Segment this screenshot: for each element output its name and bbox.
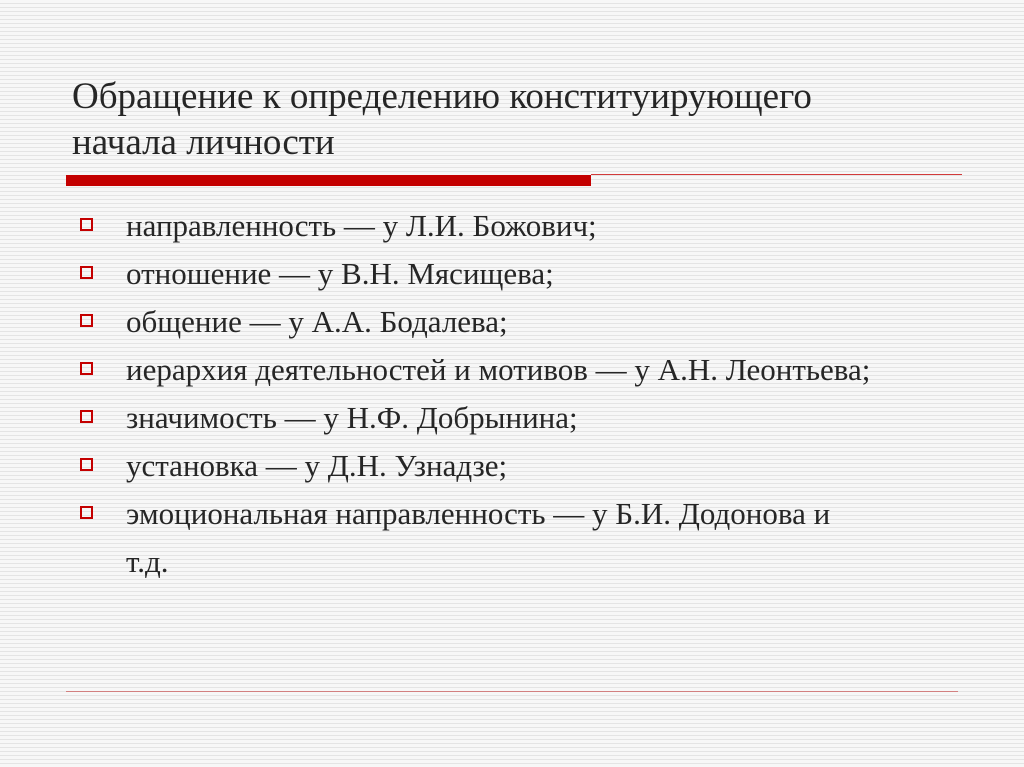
square-bullet-icon	[80, 314, 93, 327]
square-bullet-icon	[80, 506, 93, 519]
bullet-item	[76, 346, 976, 394]
bullet-text: направленность — у Л.И. Божович;	[126, 208, 597, 243]
bullet-text: значимость — у Н.Ф. Добрынина;	[126, 400, 578, 435]
bullet-text: установка — у Д.Н. Узнадзе;	[126, 448, 508, 483]
footer-divider	[66, 691, 958, 692]
title-line: Обращение к определению конституирующего	[72, 76, 812, 117]
square-bullet-icon	[80, 410, 93, 423]
title-line: начала личности	[72, 122, 335, 163]
slide-title	[72, 74, 952, 166]
bullet-text: т.д.	[126, 544, 169, 579]
bullet-item	[76, 490, 976, 586]
bullet-text: иерархия деятельностей и мотивов — у А.Н. Леонтьева;	[126, 352, 871, 387]
square-bullet-icon	[80, 266, 93, 279]
bullet-item	[76, 394, 976, 442]
title-underline-thick	[66, 175, 591, 186]
square-bullet-icon	[80, 218, 93, 231]
square-bullet-icon	[80, 458, 93, 471]
bullet-item	[76, 442, 976, 490]
bullet-list	[76, 202, 976, 586]
bullet-text: отношение — у В.Н. Мясищева;	[126, 256, 554, 291]
bullet-text: общение — у А.А. Бодалева;	[126, 304, 508, 339]
title-underline-thin	[591, 174, 962, 175]
bullet-item	[76, 250, 976, 298]
bullet-text: эмоциональная направленность — у Б.И. Додонова и	[126, 496, 831, 531]
square-bullet-icon	[80, 362, 93, 375]
bullet-item	[76, 202, 976, 250]
bullet-item	[76, 298, 976, 346]
